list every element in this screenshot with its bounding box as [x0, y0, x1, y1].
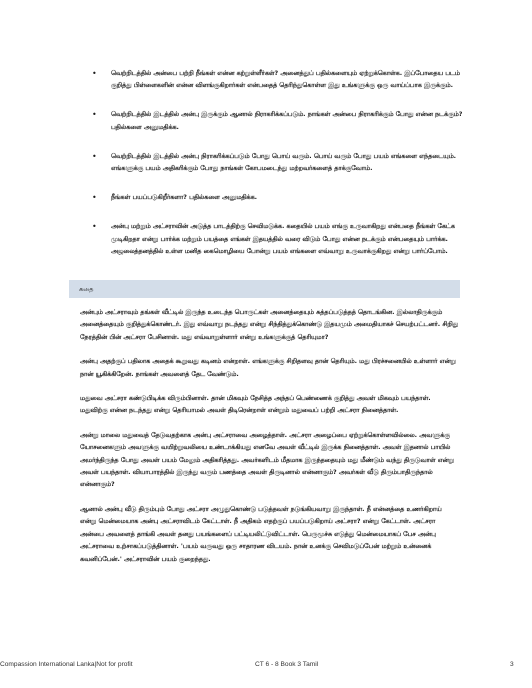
footer-book-title: CT 6 - 8 Book 3 Tamil	[255, 661, 319, 668]
question-item	[92, 109, 472, 133]
story-paragraph: அன்று மாலை மதுவைத் தேடுவதற்காக அன்பு அட்சராவை அழைத்தாள். அட்சரா அழைப்பை ஏற்றுக்கொள்ளவில்லை. அவளுக்கு யோசனைகளும் அவளுக்கு வயிற்றுவலியை உண்டாக்கியது எனவே அவள் வீட்டில் இருக்க நினைத்தாள். அவள் இதனால் பாயில் அமர்ந்திருந்த போது அவள் பயம் மேலும் அதிகரித்தது. அவர்களிடம் மீதமாக இருந்ததையும் மது மீண்டும் வந்து திருடுவாள் என்று அவள் பயந்தாள். வியாபாரத்தில் இருந்து வரும் பணத்தை அவள் திருடினால் என்னாகும்? அவர்கள் வீடு திரும்பாதிருந்தால் என்னாகும்?	[80, 431, 454, 489]
story-paragraph: ஆனால் அன்பு வீடு திரும்பும் போது அட்சரா அழுதுகொண்டு படுத்தவள் நடுங்கியவாறு இருந்தாள். நீ என்னத்தை உணர்கிறாய் என்று மென்மையாக அன்பு அட்சராவிடம் கேட்டாள். நீ அதிகம் எதற்குப் பயப்படுகிறாய் அட்சரா? என்று கேட்டாள். அட்சரா அன்பை அவளைத் தாங்கி அவள் தனது பயங்களைப் பட்டியலிட்டுவிட்டாள். பெருமூச்சு எடுத்து மென்மையாகப் பேச அன்பு அட்சராவை உற்சாகப்படுத்தினாள். 'பயம் வருவது ஒரு சாதாரண விடயம். நான் உனக்கு செவிமடுப்பேன் மற்றும் உன்னைக் கவனிப்பேன்.' அட்சராவின் பயம் குறைந்தது.	[80, 505, 442, 563]
question-text: அன்பு மற்றும் அட்சராவின் அடுத்த பாடத்திற்கு செவிமடுக்க. கதையில் பயம் எங்கு உருவாகிறது என்பதை நீங்கள் கேட்க முடிகிறதா என்று பார்க்க மற்றும் பயத்தை எங்கள் இதயத்தில் வரை விடும் போது என்ன நடக்கும் என்பதையும் பார்க்க. அஜலைத்தனத்தில் உள்ள மனித கைமொழியை போன்று பயம் எங்களை எவ்வாறு உருவாக்குகிறது என்று பார்ப்போம்.	[111, 223, 455, 255]
bullet-icon: •	[92, 222, 97, 232]
bullet-icon: •	[92, 193, 97, 203]
story-paragraph: அன்பு அதற்குப் பதிலாக அதைக் கூறுவது கடினம் என்றாள். எங்களுக்கு சிறிதளவு தான் தெரியும். மது பிரச்சனையில் உள்ளார் என்று நான் யூகிக்கிறேன். நாங்கள் அவளைத் தேட வேண்டும்.	[80, 358, 456, 378]
question-item	[92, 151, 472, 175]
story-body	[80, 307, 460, 578]
bullet-icon: •	[92, 151, 97, 161]
bullet-icon: •	[92, 110, 97, 120]
section-heading: கதை	[69, 280, 460, 298]
story-paragraph: மதுவை அட்சரா கண்டுபிடிக்க விரும்பினாள். தான் மிகவும் நேசித்த அந்தப் பெண்ணைக் குறித்து அவள் மிகவும் பயந்தாள். மதுவிற்கு என்ன நடந்தது என்று தெரியாமல் அவள் திடிரென்றாள் என்றும் மதுவைப் பற்றி அட்சரா நினைத்தாள்.	[80, 395, 431, 415]
question-item	[92, 192, 472, 204]
question-text: வெற்றிடத்தில் இடத்தில் அன்பு நிராகரிக்கப்படும் போது பொய் வரும். பொய் வரும் போது பயம் எங்களை எந்தடையும். எங்களுக்கு பயம் அதிகரிக்கும் போது நாங்கள் கோபமடைந்து மற்றவர்களைத் தாக்குவோம்.	[111, 152, 457, 173]
page-number: 3	[510, 661, 514, 668]
story-paragraph: அன்பும் அட்சராவும் தங்கள் வீட்டில் இருந்த உடைந்த பொருட்கள் அனைத்தையும் சுத்தப்படுத்தத் தொடங்கின. இல்லாதிருக்கும் அனைத்தையும் குறித்துக்கொண்டர். இது எவ்வாறு நடந்தது என்று சிந்தித்துக்கொண்டு இதயமும் அமைதியாகச் செயற்பட்டனர். சிறிது நேரத்தின் பின் அட்சரா பேசினாள். மது எவ்வாறுள்ளார் என்று உங்களுக்குத் தெரியுமா?	[80, 309, 459, 341]
bullet-icon: •	[92, 69, 97, 78]
footer-organization: Compassion International Lanka|Not for profit	[0, 661, 133, 668]
question-text: நீங்கள் பயப்படுகிறீர்களா? பதில்களை அனுமதிக்க.	[111, 194, 257, 202]
question-item	[92, 221, 472, 258]
question-item	[92, 68, 472, 92]
question-text: வெற்றிடத்தில் இடத்தில் அன்பு இருக்கும் ஆனால் நிராகரிக்கப்படும். நாங்கள் அன்பை நிராகரிக்கும் போது என்ன நடக்கும்? பதில்களை அனுமதிக்க.	[111, 111, 463, 131]
question-text: வெற்றிடத்தில் அன்பை பற்றி நீங்கள் என்ன கற்றுள்ளீர்கள்? அனைத்துப் பதில்களையும் ஏற்றுக்கொள்க. இப்போதைய படம் குறித்து பிள்ளைகளின் என்ன விளங்குகிறார்கள் என்பதைத் தெரிந்துகொள்ள இது உங்களுக்கு ஒரு வாய்ப்பாக இருக்கும்.	[111, 70, 460, 90]
discussion-questions	[92, 68, 472, 275]
